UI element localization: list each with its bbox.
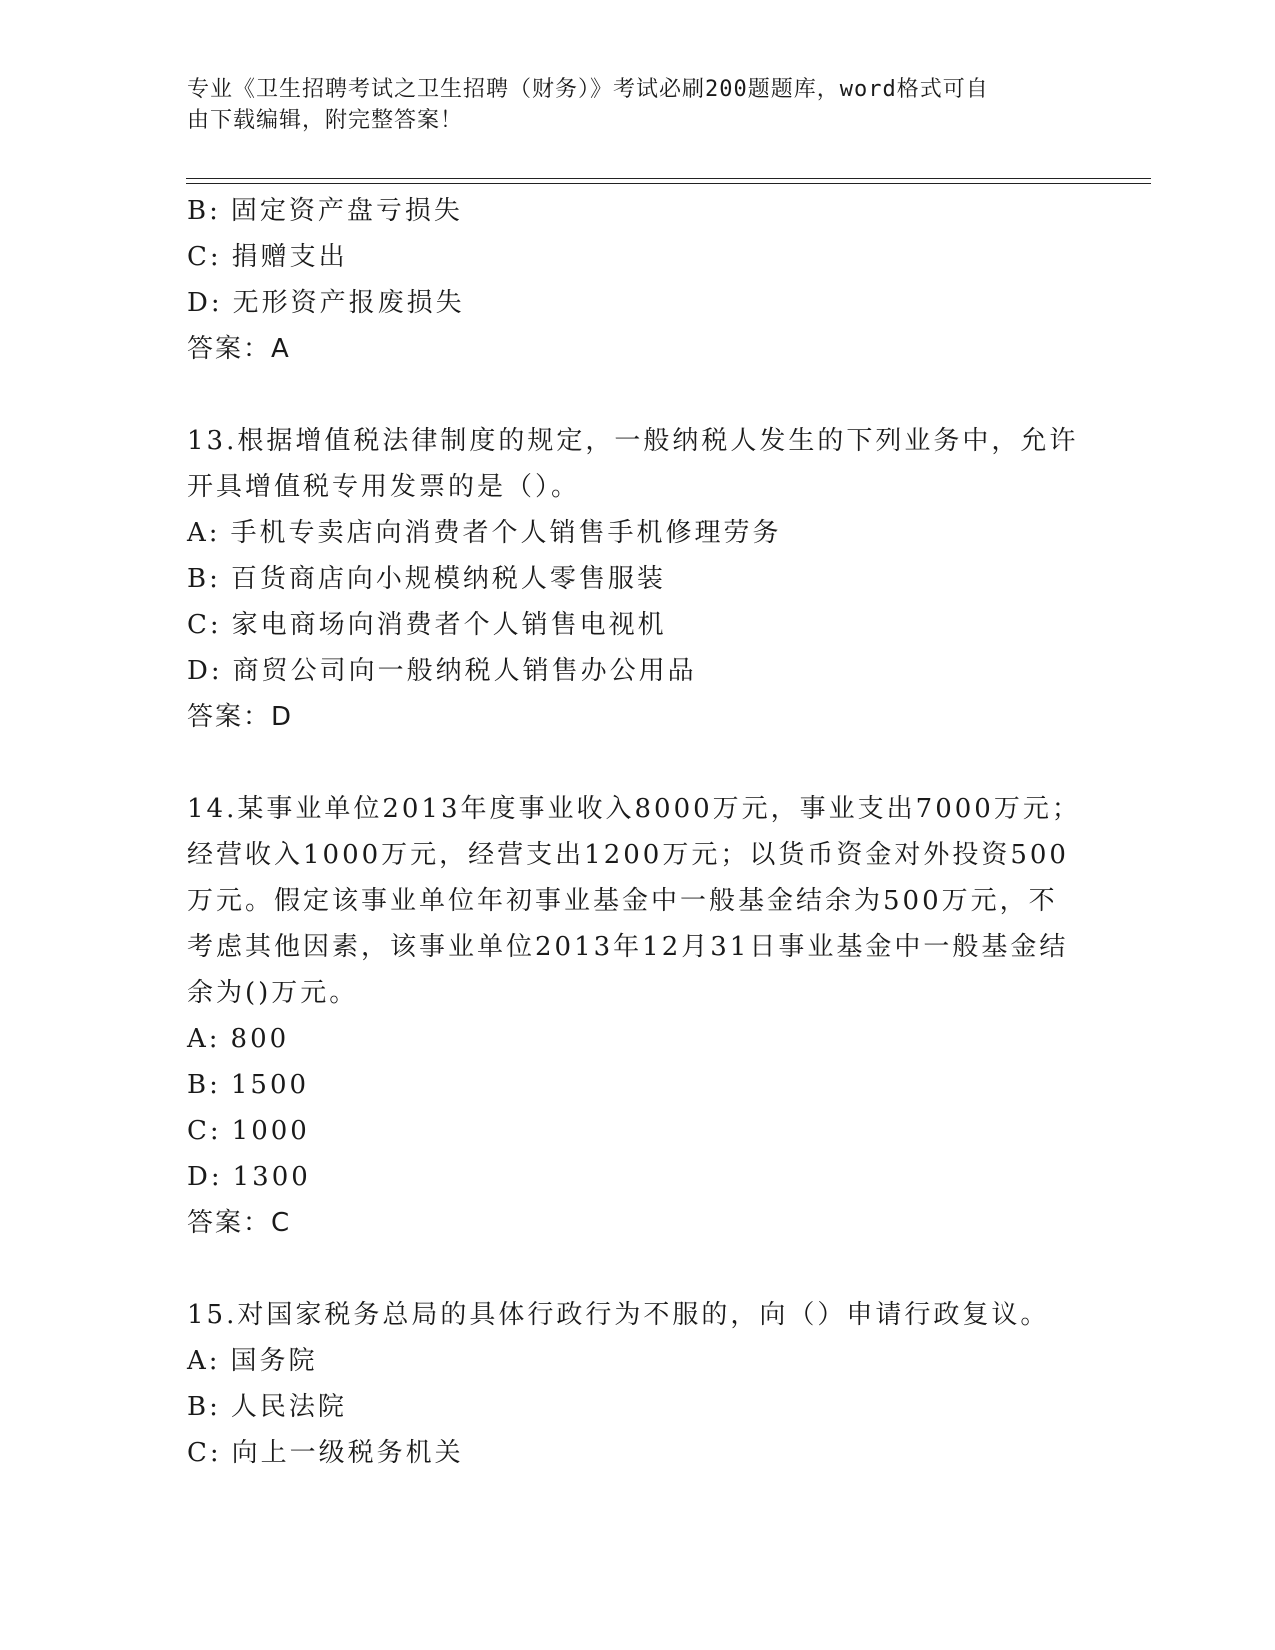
question-15	[187, 1292, 1087, 1476]
option-a: A: 国务院	[187, 1346, 318, 1376]
option-a: A: 800	[187, 1024, 290, 1054]
question-stem-line: 考虑其他因素，该事业单位2013年12月31日事业基金中一般基金结	[187, 932, 1069, 962]
option-c: C: 家电商场向消费者个人销售电视机	[187, 610, 667, 640]
question-stem-line: 经营收入1000万元，经营支出1200万元；以货币资金对外投资500	[187, 840, 1069, 870]
spacer	[187, 372, 1087, 418]
option-b: B: 百货商店向小规模纳税人零售服装	[187, 564, 666, 594]
option-c: C: 向上一级税务机关	[187, 1438, 464, 1468]
header-rule-top	[186, 178, 1151, 179]
option-c: C: 捐赠支出	[187, 242, 348, 272]
question-13	[187, 418, 1087, 740]
answer: 答案：D	[187, 702, 294, 732]
header-line-1: 专业《卫生招聘考试之卫生招聘（财务）》考试必刷200题题库，word格式可自	[187, 77, 989, 102]
header-rule-bottom	[186, 183, 1151, 184]
header-line-2: 由下载编辑，附完整答案！	[187, 108, 464, 133]
question-stem-line: 15.对国家税务总局的具体行政行为不服的，向（）申请行政复议。	[187, 1300, 1050, 1330]
option-d: D: 无形资产报废损失	[187, 288, 465, 318]
answer: 答案：C	[187, 1208, 292, 1238]
question-12-tail	[187, 188, 1087, 372]
option-b: B: 固定资产盘亏损失	[187, 196, 463, 226]
option-c: C: 1000	[187, 1116, 310, 1146]
answer: 答案：A	[187, 334, 291, 364]
option-d: D: 1300	[187, 1162, 311, 1192]
option-a: A: 手机专卖店向消费者个人销售手机修理劳务	[187, 518, 782, 548]
spacer	[187, 740, 1087, 786]
question-stem-line: 13.根据增值税法律制度的规定，一般纳税人发生的下列业务中，允许	[187, 426, 1079, 456]
question-stem-line: 万元。假定该事业单位年初事业基金中一般基金结余为500万元，不	[187, 886, 1058, 916]
option-b: B: 1500	[187, 1070, 310, 1100]
document-header	[187, 74, 1067, 136]
question-content	[187, 188, 1087, 1476]
option-d: D: 商贸公司向一般纳税人销售办公用品	[187, 656, 697, 686]
question-14	[187, 786, 1087, 1246]
question-stem-line: 14.某事业单位2013年度事业收入8000万元，事业支出7000万元；	[187, 794, 1081, 824]
spacer	[187, 1246, 1087, 1292]
question-stem-line: 开具增值税专用发票的是（）。	[187, 472, 581, 502]
question-stem-line: 余为()万元。	[187, 978, 359, 1008]
option-b: B: 人民法院	[187, 1392, 347, 1422]
